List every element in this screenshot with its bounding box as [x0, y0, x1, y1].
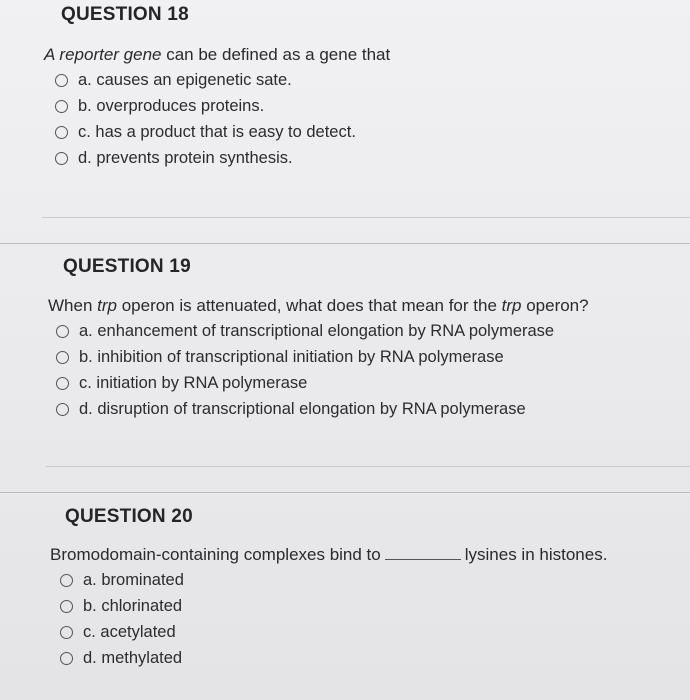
answer-options	[60, 567, 184, 671]
radio-button[interactable]	[55, 152, 68, 165]
radio-button[interactable]	[55, 100, 68, 113]
option-label: a. enhancement of transcriptional elongation by RNA polymerase	[79, 321, 555, 340]
question-title: QUESTION 18	[61, 4, 189, 25]
answer-option-b[interactable]	[60, 593, 184, 619]
radio-button[interactable]	[55, 126, 68, 139]
option-label: d. disruption of transcriptional elongation by RNA polymerase	[79, 399, 526, 418]
prompt-text: lysines in histones.	[464, 545, 608, 564]
prompt-text: When	[48, 296, 98, 315]
answer-option-a[interactable]	[56, 318, 554, 344]
option-label: b. overproduces proteins.	[78, 96, 265, 115]
divider	[42, 217, 690, 218]
option-label: c. has a product that is easy to detect.	[78, 122, 356, 141]
radio-button[interactable]	[60, 600, 73, 613]
option-label: a. causes an epigenetic sate.	[78, 70, 292, 89]
question-title: QUESTION 20	[65, 506, 193, 527]
radio-button[interactable]	[56, 351, 69, 364]
question-prompt	[48, 296, 589, 316]
prompt-text: operon is attenuated, what does that mean for the	[116, 296, 502, 315]
prompt-text: can be defined as a gene that	[161, 45, 391, 64]
answer-option-d[interactable]	[55, 145, 356, 171]
answer-option-a[interactable]	[60, 567, 184, 593]
option-label: d. prevents protein synthesis.	[78, 148, 293, 167]
prompt-italic-term: trp	[501, 296, 522, 315]
answer-option-b[interactable]	[55, 93, 356, 119]
option-label: b. chlorinated	[83, 596, 183, 615]
answer-option-a[interactable]	[55, 67, 356, 93]
option-label: b. inhibition of transcriptional initiation by RNA polymerase	[79, 347, 504, 366]
option-label: a. brominated	[83, 570, 184, 589]
divider	[0, 243, 690, 244]
answer-option-b[interactable]	[56, 344, 554, 370]
answer-option-c[interactable]	[60, 619, 184, 645]
fill-in-blank	[385, 545, 461, 560]
radio-button[interactable]	[55, 74, 68, 87]
question-prompt	[44, 45, 390, 65]
answer-option-c[interactable]	[55, 119, 356, 145]
option-label: c. acetylated	[83, 622, 176, 641]
radio-button[interactable]	[56, 403, 69, 416]
divider	[46, 466, 690, 467]
question-title: QUESTION 19	[63, 256, 191, 277]
answer-option-c[interactable]	[56, 370, 554, 396]
divider	[0, 492, 690, 493]
question-prompt	[50, 545, 607, 565]
radio-button[interactable]	[60, 574, 73, 587]
answer-options	[55, 67, 356, 171]
answer-option-d[interactable]	[60, 645, 184, 671]
answer-option-d[interactable]	[56, 396, 554, 422]
prompt-italic-term: trp	[97, 296, 117, 315]
answer-options	[56, 318, 554, 422]
radio-button[interactable]	[60, 626, 73, 639]
prompt-text: operon?	[521, 296, 589, 315]
radio-button[interactable]	[56, 377, 69, 390]
prompt-italic-term: A reporter gene	[44, 45, 162, 64]
option-label: c. initiation by RNA polymerase	[79, 373, 308, 392]
option-label: d. methylated	[83, 648, 183, 667]
radio-button[interactable]	[60, 652, 73, 665]
prompt-text: Bromodomain-containing complexes bind to	[50, 545, 381, 564]
radio-button[interactable]	[56, 325, 69, 338]
